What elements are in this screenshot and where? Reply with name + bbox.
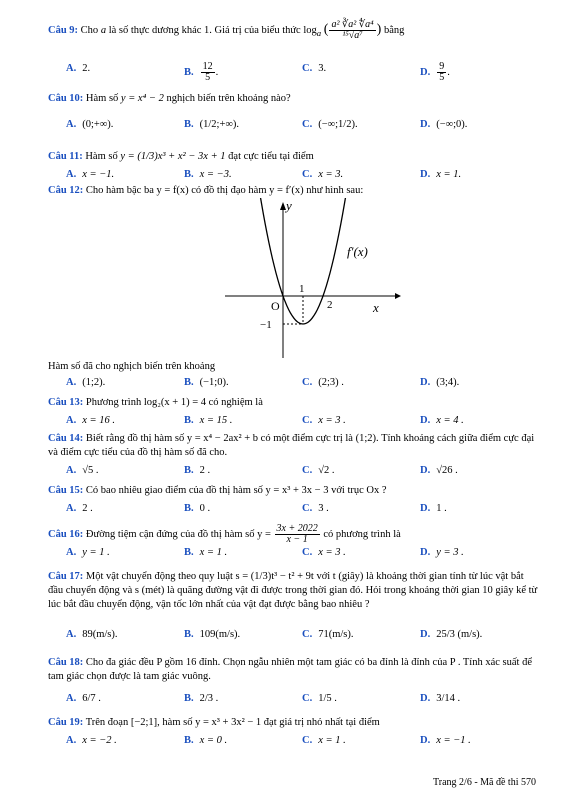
option-c[interactable]: C. x = 1 . bbox=[302, 735, 346, 746]
option-c[interactable]: C. (−∞;1/2). bbox=[302, 119, 358, 130]
options-q11 bbox=[66, 168, 538, 182]
option-a[interactable]: A. x = 16 . bbox=[66, 415, 115, 426]
option-b[interactable]: B. x = 0 . bbox=[184, 735, 228, 746]
question-12-sub: Hàm số đã cho nghịch biến trên khoảng bbox=[48, 361, 216, 372]
options-q10 bbox=[66, 118, 538, 132]
option-b[interactable]: B. 109(m/s). bbox=[184, 629, 241, 640]
option-b[interactable]: B. x = 15 . bbox=[184, 415, 233, 426]
option-b[interactable]: B. (−1;0). bbox=[184, 377, 229, 388]
tick-minus-1: −1 bbox=[260, 319, 272, 331]
question-11: Câu 11: Hàm số y = (1/3)x³ + x² − 3x + 1 đạt cực tiểu tại điểm bbox=[48, 151, 314, 162]
question-10: Câu 10: Hàm số y = x⁴ − 2 nghịch biến trên khoảng nào? bbox=[48, 93, 291, 104]
question-17: Câu 17: Một vật chuyển động theo quy luật s = (1/3)t³ − t² + 9t với t (giây) là khoảng thời gian tính từ lúc vật bắt đầu chuyển động và s (mét) là quãng đường vật đi được trong thời gian đó. Hỏi trong khoảng thời gian 10 giây kể từ lúc bắt đầu chuyển động, vận tốc lớn nhất của vật đạt được bằng bao nhiêu ? bbox=[48, 571, 538, 610]
option-b[interactable]: B. $\frac{12}{5}$ . bbox=[184, 61, 219, 83]
option-d[interactable]: D. (3;4). bbox=[420, 377, 460, 388]
option-b[interactable]: B. (1/2;+∞). bbox=[184, 119, 240, 130]
option-a[interactable]: A. 2. bbox=[66, 63, 91, 74]
option-d[interactable]: D. 3/14 . bbox=[420, 693, 461, 704]
x-axis-label: x bbox=[373, 300, 379, 315]
option-a[interactable]: A. 89(m/s). bbox=[66, 629, 118, 640]
option-b[interactable]: B. 2/3 . bbox=[184, 693, 219, 704]
option-b[interactable]: B. x = 1 . bbox=[184, 547, 228, 558]
log-argument: $\frac{\text{a² ∛a² ∜a⁴}}{\text{¹⁵√a⁷}}$ bbox=[331, 19, 374, 41]
question-14: Câu 14: Biết rằng đồ thị hàm số y = x⁴ − 2ax² + b có một điểm cực trị là (1;2). Tính khoảng cách giữa điểm cực đại và điểm cực tiểu của đồ thị hàm số đã cho. bbox=[48, 433, 535, 458]
option-c[interactable]: C. x = 3 . bbox=[302, 415, 346, 426]
derivative-graph bbox=[215, 198, 405, 360]
origin-label: O bbox=[271, 299, 280, 313]
option-a[interactable]: A. 6/7 . bbox=[66, 693, 101, 704]
option-c[interactable]: C. x = 3. bbox=[302, 169, 344, 180]
option-d[interactable]: D. 1 . bbox=[420, 503, 447, 514]
options-q13 bbox=[66, 414, 538, 428]
question-9: Câu 9: Cho a là số thực dương khác 1. Giá trị của biểu thức $\log_a$ ( $\frac{\text{a² ∛a² ∜a⁴}}{\text{¹⁵√a⁷}}$ ) bằng bbox=[48, 19, 405, 41]
option-d[interactable]: D. x = 4 . bbox=[420, 415, 464, 426]
option-d[interactable]: D. 25/3 (m/s). bbox=[420, 629, 483, 640]
options-q15 bbox=[66, 502, 538, 516]
option-a[interactable]: A. x = −1. bbox=[66, 169, 115, 180]
option-a[interactable]: A. (0;+∞). bbox=[66, 119, 114, 130]
question-13: Câu 13: Phương trình log₂(x + 1) = 4 có nghiệm là bbox=[48, 397, 263, 408]
option-d[interactable]: D. (−∞;0). bbox=[420, 119, 468, 130]
option-c[interactable]: C. x = 3 . bbox=[302, 547, 346, 558]
options-q9 bbox=[66, 61, 538, 83]
option-b[interactable]: B. x = −3. bbox=[184, 169, 232, 180]
option-a[interactable]: A. (1;2). bbox=[66, 377, 106, 388]
question-12: Câu 12: Cho hàm bậc ba y = f(x) có đồ thị đạo hàm y = f′(x) như hình sau: bbox=[48, 185, 364, 196]
question-19: Câu 19: Trên đoạn [−2;1], hàm số y = x³ + 3x² − 1 đạt giá trị nhỏ nhất tại điểm bbox=[48, 717, 380, 728]
options-q18 bbox=[66, 692, 538, 706]
option-c[interactable]: C. 3 . bbox=[302, 503, 329, 514]
option-a[interactable]: A. 2 . bbox=[66, 503, 93, 514]
option-c[interactable]: C. 71(m/s). bbox=[302, 629, 354, 640]
option-b[interactable]: B. 0 . bbox=[184, 503, 211, 514]
options-q17 bbox=[66, 628, 538, 642]
tick-2: 2 bbox=[327, 299, 333, 311]
option-a[interactable]: A. y = 1 . bbox=[66, 547, 110, 558]
option-c[interactable]: C. (2;3) . bbox=[302, 377, 344, 388]
option-c[interactable]: C. 3. bbox=[302, 63, 327, 74]
options-q12 bbox=[66, 376, 538, 390]
question-number: Câu 9: bbox=[48, 24, 79, 36]
question-18: Câu 18: Cho đa giác đều P gồm 16 đỉnh. Chọn ngẫu nhiên một tam giác có ba đỉnh là đỉnh của P . Tính xác suất để tam giác chọn được là tam giác vuông. bbox=[48, 657, 532, 682]
fprime-label: f′(x) bbox=[347, 244, 368, 259]
option-b[interactable]: B. 2 . bbox=[184, 465, 211, 476]
option-c[interactable]: C. 1/5 . bbox=[302, 693, 337, 704]
option-a[interactable]: A. x = −2 . bbox=[66, 735, 117, 746]
option-d[interactable]: D. √26 . bbox=[420, 465, 458, 476]
option-d[interactable]: D. x = −1 . bbox=[420, 735, 471, 746]
option-c[interactable]: C. √2 . bbox=[302, 465, 335, 476]
y-axis-label: y bbox=[286, 198, 292, 213]
options-q16 bbox=[66, 546, 538, 560]
option-d[interactable]: D. y = 3 . bbox=[420, 547, 464, 558]
option-d[interactable]: D. $\frac{9}{5}$ . bbox=[420, 61, 450, 83]
question-16: Câu 16: Đường tiệm cận đứng của đồ thị hàm số y = $\frac{3x + 2022}{x - 1}$ có phương trình là bbox=[48, 523, 401, 545]
option-a[interactable]: A. √5 . bbox=[66, 465, 99, 476]
options-q19 bbox=[66, 734, 538, 748]
question-15: Câu 15: Có bao nhiêu giao điểm của đồ thị hàm số y = x³ + 3x − 3 với trục Ox ? bbox=[48, 485, 387, 496]
option-d[interactable]: D. x = 1. bbox=[420, 169, 462, 180]
options-q14 bbox=[66, 464, 538, 478]
tick-1: 1 bbox=[299, 283, 305, 295]
page-footer: Trang 2/6 - Mã đề thi 570 bbox=[433, 777, 536, 788]
